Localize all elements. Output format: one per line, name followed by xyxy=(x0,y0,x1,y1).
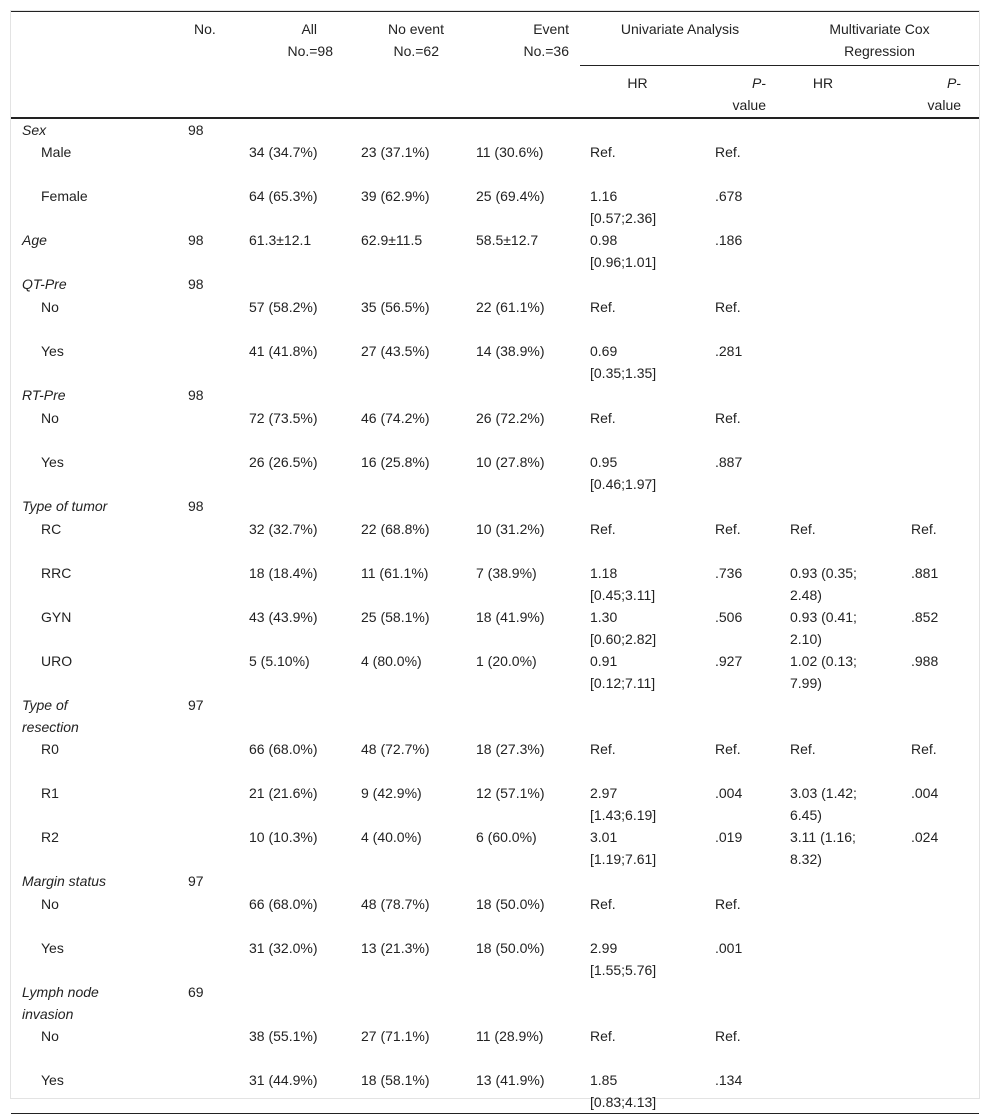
cell-all: 34 (34.7%) xyxy=(249,143,318,160)
cell-multivariate-p xyxy=(901,451,979,495)
cell-univariate-hr xyxy=(580,495,705,518)
cell-univariate-hr: 1.85 [0.83;4.13] xyxy=(580,1069,705,1114)
cell-multivariate-hr: 3.03 (1.42; 6.45) xyxy=(790,784,857,823)
table-row xyxy=(11,495,979,518)
row-count: 98 xyxy=(188,275,204,292)
cell-event: 14 (38.9%) xyxy=(476,342,545,359)
header-event: Event No.=36 xyxy=(466,12,580,118)
cell-multivariate-p: .024 xyxy=(911,828,939,845)
cell-event xyxy=(466,384,580,407)
cell-univariate-p: .281 xyxy=(715,342,743,359)
cell-multivariate-p xyxy=(901,870,979,893)
cell-univariate-hr xyxy=(580,118,705,141)
row-count xyxy=(176,340,235,384)
row-count xyxy=(176,893,235,937)
header-no-event: No event No.=62 xyxy=(351,12,466,118)
cell-univariate-hr xyxy=(580,981,705,1025)
cell-multivariate-hr xyxy=(780,118,901,141)
cell-all: 57 (58.2%) xyxy=(249,298,318,315)
cell-no-event: 48 (78.7%) xyxy=(361,895,430,912)
row-count: 98 xyxy=(188,386,204,403)
cell-multivariate-hr: 0.93 (0.35; 2.48) xyxy=(790,564,857,603)
header-multivariate: Multivariate Cox Regression xyxy=(780,12,979,66)
row-label: Yes xyxy=(41,939,64,956)
cell-univariate-hr: 2.97 [1.43;6.19] xyxy=(590,784,657,823)
cell-univariate-p xyxy=(705,694,780,738)
cell-multivariate-p xyxy=(901,407,979,451)
cell-all: 10 (10.3%) xyxy=(249,828,318,845)
cell-event: 10 (27.8%) xyxy=(476,453,545,470)
cell-multivariate-hr xyxy=(780,870,901,893)
cell-no-event: 62.9±11.5 xyxy=(361,231,423,248)
cell-univariate-p: .678 xyxy=(715,187,743,204)
cell-multivariate-p xyxy=(901,296,979,340)
cell-multivariate-p: .881 xyxy=(911,564,939,581)
cell-no-event xyxy=(351,981,466,1025)
cell-event: 22 (61.1%) xyxy=(476,298,545,315)
row-label: Yes xyxy=(11,1069,176,1114)
cell-univariate-hr: 0.91 [0.12;7.11] xyxy=(590,652,656,691)
table-row xyxy=(11,562,979,606)
table-row xyxy=(11,782,979,826)
row-count xyxy=(176,1069,235,1114)
cell-univariate-hr: 0.98 [0.96;1.01] xyxy=(590,231,657,270)
cell-multivariate-p xyxy=(901,118,979,141)
cell-all xyxy=(235,694,351,738)
cell-multivariate-hr xyxy=(780,1069,901,1114)
row-count xyxy=(176,738,235,782)
cell-all xyxy=(235,118,351,141)
cell-multivariate-p xyxy=(901,1025,979,1069)
cell-univariate-p xyxy=(705,870,780,893)
row-label: URO xyxy=(41,652,73,669)
cell-all: 66 (68.0%) xyxy=(249,895,318,912)
cell-univariate-p xyxy=(705,273,780,296)
row-label: RT-Pre xyxy=(22,386,66,403)
cell-multivariate-p xyxy=(901,937,979,981)
row-count xyxy=(176,451,235,495)
cell-multivariate-hr: 0.93 (0.41; 2.10) xyxy=(790,608,857,647)
cell-multivariate-hr: Ref. xyxy=(790,520,816,537)
row-count xyxy=(176,937,235,981)
table-row xyxy=(11,296,979,340)
cell-all: 31 (44.9%) xyxy=(235,1069,351,1114)
row-label: RC xyxy=(41,520,62,537)
row-label: Type of tumor xyxy=(22,497,108,514)
cell-multivariate-hr xyxy=(780,893,901,937)
cell-univariate-hr xyxy=(580,870,705,893)
cell-event xyxy=(466,118,580,141)
table-row xyxy=(11,340,979,384)
row-count xyxy=(176,1025,235,1069)
cell-univariate-p: .186 xyxy=(715,231,743,248)
table-row xyxy=(11,229,979,273)
row-count: 98 xyxy=(188,231,204,248)
row-count xyxy=(176,518,235,562)
cell-event: 11 (28.9%) xyxy=(476,1027,544,1044)
table-row xyxy=(11,1025,979,1069)
cell-event xyxy=(466,981,580,1025)
cell-univariate-hr: Ref. xyxy=(590,740,616,757)
row-label: QT-Pre xyxy=(22,275,67,292)
cell-multivariate-hr xyxy=(780,407,901,451)
cell-event: 25 (69.4%) xyxy=(476,187,545,204)
cell-multivariate-p xyxy=(901,229,979,273)
cell-event: 26 (72.2%) xyxy=(476,409,545,426)
cell-all xyxy=(235,495,351,518)
cell-univariate-hr: Ref. xyxy=(590,409,616,426)
table-body xyxy=(11,118,979,1114)
cell-no-event xyxy=(351,273,466,296)
cell-multivariate-hr xyxy=(780,981,901,1025)
cell-no-event: 27 (71.1%) xyxy=(361,1027,430,1044)
cell-multivariate-hr xyxy=(780,384,901,407)
row-count: 98 xyxy=(188,121,204,138)
header-multivariate-hr: HR xyxy=(780,66,901,118)
row-count xyxy=(176,826,235,870)
cell-all xyxy=(235,870,351,893)
cell-multivariate-p xyxy=(901,340,979,384)
cell-multivariate-p: .988 xyxy=(911,652,939,669)
row-count: 98 xyxy=(188,497,204,514)
cell-multivariate-p: Ref. xyxy=(911,740,937,757)
cell-no-event: 23 (37.1%) xyxy=(361,143,430,160)
cell-all: 5 (5.10%) xyxy=(249,652,310,669)
cell-multivariate-hr xyxy=(780,451,901,495)
row-label: Margin status xyxy=(22,872,107,889)
results-table xyxy=(11,11,979,1114)
row-count xyxy=(176,185,235,229)
cell-all: 43 (43.9%) xyxy=(249,608,318,625)
cell-no-event: 35 (56.5%) xyxy=(361,298,430,315)
cell-all: 38 (55.1%) xyxy=(249,1027,318,1044)
cell-event: 18 (27.3%) xyxy=(476,740,545,757)
row-label: No xyxy=(41,409,59,426)
header-all: All No.=98 xyxy=(235,12,351,118)
cell-no-event: 25 (58.1%) xyxy=(361,608,430,625)
row-label: R2 xyxy=(41,828,59,845)
cell-multivariate-p: .852 xyxy=(911,608,939,625)
table-row xyxy=(11,870,979,893)
cell-univariate-hr: 1.18 [0.45;3.11] xyxy=(590,564,656,603)
cell-no-event: 13 (21.3%) xyxy=(361,939,430,956)
table-row xyxy=(11,937,979,981)
cell-univariate-p: .004 xyxy=(715,784,743,801)
cell-univariate-hr: 0.95 [0.46;1.97] xyxy=(590,453,657,492)
cell-no-event: 27 (43.5%) xyxy=(361,342,430,359)
cell-univariate-hr: Ref. xyxy=(590,520,616,537)
cell-multivariate-hr xyxy=(780,1025,901,1069)
table-row xyxy=(11,738,979,782)
cell-univariate-hr: 3.01 [1.19;7.61] xyxy=(590,828,657,867)
cell-univariate-hr xyxy=(580,273,705,296)
row-label: R0 xyxy=(41,740,59,757)
cell-event: 1 (20.0%) xyxy=(476,652,537,669)
cell-univariate-hr: 0.69 [0.35;1.35] xyxy=(590,342,657,381)
cell-all: 66 (68.0%) xyxy=(249,740,318,757)
row-label: GYN xyxy=(41,608,72,625)
table-row xyxy=(11,141,979,185)
cell-univariate-hr: 2.99 [1.55;5.76] xyxy=(590,939,657,978)
cell-all: 31 (32.0%) xyxy=(249,939,318,956)
cell-no-event: 18 (58.1%) xyxy=(351,1069,466,1114)
cell-multivariate-hr xyxy=(780,340,901,384)
cell-all: 26 (26.5%) xyxy=(249,453,318,470)
table-row xyxy=(11,384,979,407)
row-count: 69 xyxy=(188,983,204,1000)
cell-multivariate-p xyxy=(901,1069,979,1114)
row-label: Type of resection xyxy=(22,696,79,735)
cell-multivariate-hr xyxy=(780,937,901,981)
cell-event: 6 (60.0%) xyxy=(476,828,537,845)
cell-no-event: 4 (80.0%) xyxy=(361,652,422,669)
cell-all: 72 (73.5%) xyxy=(249,409,318,426)
table-row xyxy=(11,518,979,562)
cell-univariate-p: Ref. xyxy=(715,143,741,160)
table-row xyxy=(11,606,979,650)
header-univariate-p: P- value xyxy=(705,66,780,118)
table-row xyxy=(11,1069,979,1114)
cell-event: 10 (31.2%) xyxy=(476,520,545,537)
header-univariate-hr: HR xyxy=(580,66,705,118)
cell-no-event xyxy=(351,118,466,141)
cell-univariate-p: .506 xyxy=(715,608,743,625)
cell-multivariate-hr xyxy=(780,229,901,273)
header-multivariate-p: P- value xyxy=(901,66,979,118)
cell-all: 61.3±12.1 xyxy=(249,231,312,248)
cell-multivariate-hr xyxy=(780,273,901,296)
table-row xyxy=(11,826,979,870)
cell-multivariate-hr: Ref. xyxy=(790,740,816,757)
table-row xyxy=(11,981,979,1025)
row-label: Age xyxy=(22,231,47,248)
cell-univariate-p: Ref. xyxy=(715,409,741,426)
cell-multivariate-p xyxy=(901,893,979,937)
row-label: No xyxy=(41,298,59,315)
cell-univariate-p: Ref. xyxy=(715,1027,741,1044)
cell-event xyxy=(466,273,580,296)
row-count xyxy=(176,296,235,340)
cell-event xyxy=(466,495,580,518)
cell-multivariate-p xyxy=(901,185,979,229)
cell-univariate-p: Ref. xyxy=(715,298,741,315)
cell-all: 21 (21.6%) xyxy=(249,784,318,801)
cell-univariate-p xyxy=(705,384,780,407)
row-label: Yes xyxy=(41,453,64,470)
cell-univariate-hr: Ref. xyxy=(590,895,616,912)
cell-no-event: 39 (62.9%) xyxy=(361,187,430,204)
cell-all xyxy=(235,981,351,1025)
row-count xyxy=(176,407,235,451)
cell-no-event: 22 (68.8%) xyxy=(361,520,430,537)
cell-multivariate-p xyxy=(901,981,979,1025)
row-label: R1 xyxy=(41,784,59,801)
cell-univariate-hr xyxy=(580,694,705,738)
cell-multivariate-hr xyxy=(780,141,901,185)
cell-univariate-p: .001 xyxy=(715,939,743,956)
cell-multivariate-p: .004 xyxy=(911,784,939,801)
cell-univariate-p: .887 xyxy=(715,453,743,470)
cell-univariate-hr xyxy=(580,384,705,407)
table-row xyxy=(11,694,979,738)
cell-univariate-hr: 1.30 [0.60;2.82] xyxy=(590,608,657,647)
cell-univariate-hr: 1.16 [0.57;2.36] xyxy=(590,187,657,226)
cell-multivariate-hr xyxy=(780,296,901,340)
header-no: No. xyxy=(176,12,235,118)
cell-all xyxy=(235,273,351,296)
table-row xyxy=(11,185,979,229)
cell-univariate-hr: Ref. xyxy=(590,1027,616,1044)
cell-all: 32 (32.7%) xyxy=(249,520,318,537)
cell-no-event: 9 (42.9%) xyxy=(361,784,422,801)
cell-event: 11 (30.6%) xyxy=(476,143,544,160)
row-count xyxy=(176,562,235,606)
header-row-1 xyxy=(11,12,979,66)
cell-multivariate-p xyxy=(901,141,979,185)
cell-event: 18 (50.0%) xyxy=(476,895,545,912)
cell-univariate-p: Ref. xyxy=(715,740,741,757)
cell-all xyxy=(235,384,351,407)
row-count xyxy=(176,606,235,650)
row-count xyxy=(176,782,235,826)
row-count xyxy=(176,650,235,694)
cell-event xyxy=(466,870,580,893)
row-count: 97 xyxy=(188,696,204,713)
cell-univariate-p xyxy=(705,118,780,141)
table-row xyxy=(11,650,979,694)
cell-multivariate-hr xyxy=(780,185,901,229)
cell-univariate-p xyxy=(705,981,780,1025)
cell-univariate-p: .927 xyxy=(715,652,743,669)
cell-no-event xyxy=(351,694,466,738)
cell-multivariate-p: Ref. xyxy=(911,520,937,537)
row-count: 97 xyxy=(188,872,204,889)
cell-no-event: 48 (72.7%) xyxy=(361,740,430,757)
cell-univariate-p xyxy=(705,495,780,518)
cell-multivariate-hr xyxy=(780,495,901,518)
cell-event xyxy=(466,694,580,738)
cell-no-event xyxy=(351,870,466,893)
cell-multivariate-p xyxy=(901,273,979,296)
cell-event: 7 (38.9%) xyxy=(476,564,537,581)
cell-univariate-p: .019 xyxy=(715,828,743,845)
cell-multivariate-p xyxy=(901,495,979,518)
cell-multivariate-p xyxy=(901,694,979,738)
table-row xyxy=(11,451,979,495)
cell-univariate-p: Ref. xyxy=(715,895,741,912)
row-label: Male xyxy=(41,143,72,160)
header-univariate: Univariate Analysis xyxy=(580,12,780,66)
table-row xyxy=(11,118,979,141)
cell-event: 12 (57.1%) xyxy=(476,784,545,801)
table-row xyxy=(11,273,979,296)
cell-univariate-hr: Ref. xyxy=(590,143,616,160)
cell-multivariate-p xyxy=(901,384,979,407)
row-label: Yes xyxy=(41,342,64,359)
cell-no-event: 11 (61.1%) xyxy=(361,564,429,581)
table-row xyxy=(11,893,979,937)
cell-event: 18 (41.9%) xyxy=(476,608,545,625)
cell-univariate-p: .736 xyxy=(715,564,743,581)
table-row xyxy=(11,407,979,451)
cell-event: 58.5±12.7 xyxy=(476,231,539,248)
cell-no-event xyxy=(351,384,466,407)
row-label: Female xyxy=(41,187,88,204)
cell-no-event xyxy=(351,495,466,518)
cell-multivariate-hr: 3.11 (1.16; 8.32) xyxy=(790,828,856,867)
cell-event: 18 (50.0%) xyxy=(476,939,545,956)
cell-no-event: 4 (40.0%) xyxy=(361,828,422,845)
cell-multivariate-hr: 1.02 (0.13; 7.99) xyxy=(790,652,857,691)
cell-univariate-hr: Ref. xyxy=(590,298,616,315)
cell-all: 18 (18.4%) xyxy=(249,564,318,581)
cell-no-event: 16 (25.8%) xyxy=(361,453,430,470)
cell-event: 13 (41.9%) xyxy=(466,1069,580,1114)
row-label: Lymph node invasion xyxy=(22,983,99,1022)
row-label: No xyxy=(41,895,59,912)
cell-all: 41 (41.8%) xyxy=(249,342,318,359)
cell-univariate-p: Ref. xyxy=(715,520,741,537)
cell-univariate-p: .134 xyxy=(705,1069,780,1114)
header-blank xyxy=(11,12,176,118)
cell-no-event: 46 (74.2%) xyxy=(361,409,430,426)
cell-multivariate-hr xyxy=(780,694,901,738)
row-label: No xyxy=(41,1027,59,1044)
cell-all: 64 (65.3%) xyxy=(249,187,318,204)
row-label: Sex xyxy=(22,121,47,138)
row-label: RRC xyxy=(41,564,72,581)
row-count xyxy=(176,141,235,185)
